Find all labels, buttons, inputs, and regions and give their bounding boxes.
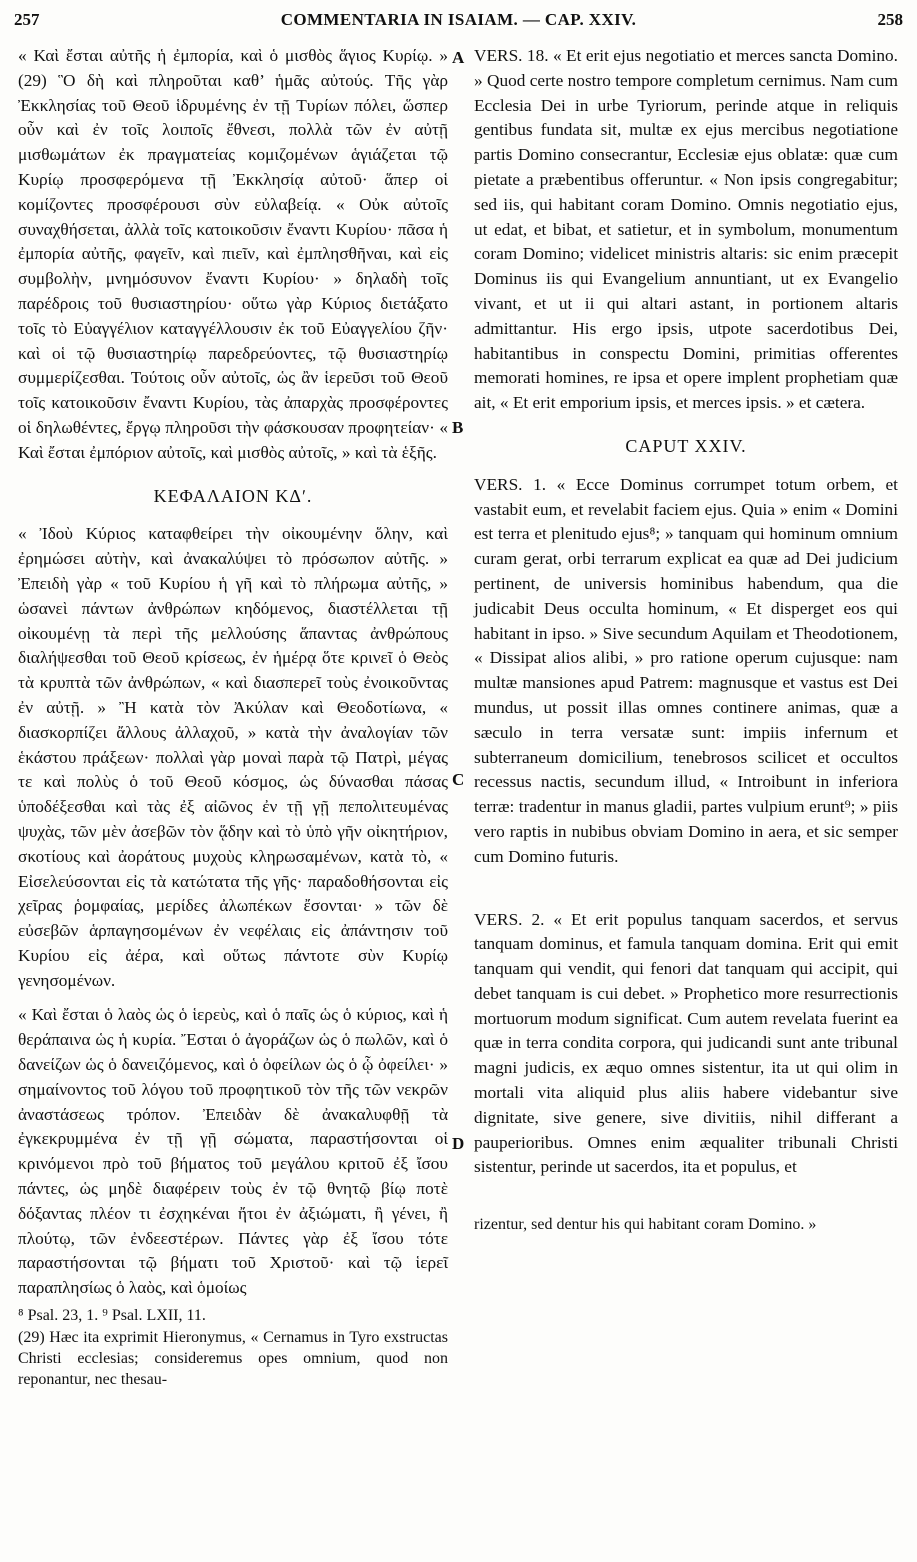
footnotes xyxy=(18,1305,448,1327)
margin-letter-d: D xyxy=(452,1134,465,1153)
running-title: COMMENTARIA IN ISAIAM. — CAP. XXIV. xyxy=(280,10,637,29)
page-number-left: 257 xyxy=(14,10,40,29)
latin-column xyxy=(474,44,898,1562)
footnote-line: ⁸ Psal. 23, 1. ⁹ Psal. LXII, 11. xyxy=(18,1307,206,1325)
latin-paragraph-3: VERS. 2. « Et erit populus tanquam sacerdos, et servus tanquam dominus, et famula tanquam domina. Erit qui emit tanquam qui vendit, qui fenori dat tanquam qui accipit, qui debet tanquam is cui debet. » Prophetico more resurrectionis mortuorum modum significat. Cum autem revelata fuerint ea quæ in terra condita corpora, qui judicandi sunt ante tribunal magni judicis, ex æquo omnes sistentur, ita ut qui olim in mortali vita aliquid plus aliis habere videbantur sive dignitate, sive genere, sive divitiis, nihil differant a pauperioribus. Omnes enim æqualiter tribunali Christi sistentur, perinde ut sacerdos, ita et populus, et xyxy=(474,909,898,1177)
greek-paragraph-1: « Καὶ ἔσται αὐτῆς ἡ ἐμπορία, καὶ ὁ μισθὸς ἅγιος Κυρίῳ. » (29) Ὃ δὴ καὶ πληροῦται καθ’ ἡμᾶς αὐτούς. Τῆς γὰρ Ἐκκλησίας τοῦ Θεοῦ ἱδρυμένης ἐν τῇ Τυρίων πόλει, ὥσπερ οὖν καὶ ἐν τοῖς λοιποῖς ἔθνεσι, πολλὰ τῶν ἐν αὐτῇ μισθωμάτων ἐκ πραγματείας κομιζομένων ἁγιάζεται τῷ Κυρίῳ προσφερόμενα τῇ Ἐκκλησίᾳ αὐτοῦ· ἅπερ οἱ κομίζοντες προσφέρουσι σὺν εὐλαβείᾳ. « Οὐκ αὐτοῖς συναχθήσεται, ἀλλὰ τοῖς κατοικοῦσιν ἔναντι Κυρίου· πᾶσα ἡ ἐμπορία αὐτῆς, φαγεῖν, καὶ πιεῖν, καὶ ἐμπλησθῆναι, καὶ εἰς συμβολὴν, μνημόσυνον ἔναντι Κυρίου· » δηλαδὴ τοῖς παρέδροις τοῦ θυσιαστηρίου· οὕτω γὰρ Κύριος διετάξατο τοῖς τὸ Εὐαγγέλιον καταγγέλλουσιν ἐκ τοῦ Εὐαγγελίου ζῆν· καὶ οἱ τῷ θυσιαστηρίῳ παρεδρεύοντες, τῷ θυσιαστηρίῳ συμμερίζεσθαι. Τούτοις οὖν αὐτοῖς, ὡς ἂν ἱερεῦσι τοῦ Θεοῦ τοῖς κατοικοῦσιν ἔναντι Κυρίου, τὰς ἀπαρχὰς προσφέροντες οἱ δηλωθέντες, ἔργῳ πληροῦσι τὴν φάσκουσαν προφητείαν· « Καὶ ἔσται ἐμπόριον αὐτοῖς, καὶ μισθὸς αὐτοῖς, » καὶ τὰ ἑξῆς. xyxy=(18,46,448,462)
greek-column xyxy=(18,44,448,1562)
editor-note-continued: rizentur, sed dentur his qui habitant coram Domino. » xyxy=(474,1216,817,1234)
margin-letter-a: A xyxy=(452,48,465,67)
greek-paragraph-3: « Καὶ ἔσται ὁ λαὸς ὡς ὁ ἱερεὺς, καὶ ὁ παῖς ὡς ὁ κύριος, καὶ ἡ θεράπαινα ὡς ἡ κυρία. Ἔσται ὁ ἀγοράζων ὡς ὁ πωλῶν, καὶ ὁ δανείζων ὡς ὁ δανειζόμενος, καὶ ὁ ὀφείλων ὡς ὁ ᾧ ὀφείλει· » σημαίνοντος τοῦ λόγου τοῦ προφητικοῦ τὸν τῆς τῶν νεκρῶν ἀναστάσεως τρόπον. Ἐπειδὰν δὲ ἀνακαλυφθῇ τὰ ἐγκεκρυμμένα ἐν τῇ γῇ σώματα, παραστήσονται οἱ κρινόμενοι πρὸ τοῦ βήματος τοῦ μεγάλου κριτοῦ ἐξ ἴσου πάντες, ὡς μηδὲ διαφέρειν τοὺς ἐν τῷ θνητῷ βίῳ ποτὲ δόξαντας πλέον τι ἐσχηκέναι ἤτοι ἐν ἀξιώματι, ἢ γένει, ἢ πλούτῳ, τῶν ἐνδεεστέρων. Πάντες γὰρ ἐξ ἴσου τότε παραστήσονται τῷ βήματι τοῦ Χριστοῦ· καὶ τῷ ἱερεῖ παραπλησίως ὁ λαὸς, καὶ ὁμοίως xyxy=(18,1005,448,1298)
latin-paragraph-2: VERS. 1. « Ecce Dominus corrumpet totum orbem, et vastabit eum, et revelabit faciem ejus. Quia » enim « Domini est terra et plenitudo ejus⁸; » tanquam qui hominum omnium curam gerat, orbi terrarum explicat ea quæ ad Dei judicium pertinent, de universis hominibus habendum, qua die judicabit Deus occulta hominum, « Et disperget eos qui habitant in ipso. » Sive secundum Aquilam et Theodotionem, « Dissipat alios alibi, » pro ratione operum cujusque: nam multæ mansiones apud Patrem: magnusque et vastus est Dei mundus, ut possit illas omnes continere animas, quæ a sæculo in terra versatæ sunt: impiis infernum et subterraneum domicilium, tenebrosos scilicet et occultos recessus nactis, secundum illud, « Introibunt in inferiora terræ: tradentur in manus gladii, partes vulpium erunt⁹; » piis vero raptis in nubibus obviam Domino in aera, et sic semper cum Domino futuris. xyxy=(474,474,898,866)
page-header xyxy=(0,4,917,34)
greek-chapter-title: ΚΕΦΑΛΑΙΟΝ ΚΔʹ. xyxy=(153,485,313,506)
editor-note: (29) Hæc ita exprimit Hieronymus, « Cernamus in Tyro exstructas Christi ecclesias; consideremus opes omnium, quod non reponantur, nec thesau- xyxy=(18,1329,448,1389)
page-number-right: 258 xyxy=(877,10,903,29)
greek-paragraph-2: « Ἰδοὺ Κύριος καταφθείρει τὴν οἰκουμένην ὅλην, καὶ ἐρημώσει αὐτὴν, καὶ ἀνακαλύψει τὸ πρόσωπον αὐτῆς. » Ἐπειδὴ γὰρ « τοῦ Κυρίου ἡ γῆ καὶ τὸ πλήρωμα αὐτῆς, » ὡσανεὶ πάντων ἀνθρώπων κηδόμενος, διαστέλλεται τῇ οἰκουμένῃ τὰ περὶ τῆς μελλούσης ἅπαντας ἀνθρώπους διαλήψεσθαι τοῦ Θεοῦ κρίσεως, ἐν ἡμέρᾳ ὅτε κρινεῖ ὁ Θεὸς τὰ κρυπτὰ τῶν ἀνθρώπων, « καὶ διασπερεῖ τοὺς ἐνοικοῦντας ἐν αὐτῇ. » Ἢ κατὰ τὸν Ἀκύλαν καὶ Θεοδοτίωνα, « διασκορπίζει ἄλλους ἀλλαχοῦ, » κατὰ τὴν ἀναλογίαν τῶν ἑκάστου πράξεων· πολλαὶ γὰρ μοναὶ παρὰ τῷ Πατρὶ, μέγας τε καὶ πολὺς ὁ τοῦ Θεοῦ κόσμος, ὡς δύνασθαι πάσας ὑποδέξεσθαι καὶ τὰς ἐξ αἰῶνος ἐν τῇ γῇ πεπολιτευμένας ψυχὰς, τῶν μὲν ἀσεβῶν τὸν ᾅδην καὶ τὸ ὑπὸ γῆν οἰκητήριον, σκοτίους καὶ ἀοράτους μυχοὺς κληρωσαμένων, κατὰ τὸ, « Εἰσελεύσονται εἰς τὰ κατώτατα τῆς γῆς· παραδοθήσονται εἰς χεῖρας ῥομφαίας, μερίδες ἀλωπέκων ἔσονται· » τῶν δὲ εὐσεβῶν ἁρπαγησομένων ἐν νεφέλαις εἰς ἀπάντησιν τοῦ Κυρίου εἰς ἀέρα, καὶ οὕτως πάντοτε σὺν Κυρίῳ γενησομένων. xyxy=(18,524,448,990)
latin-chapter-title: CAPUT XXIV. xyxy=(625,435,747,456)
latin-paragraph-1: VERS. 18. « Et erit ejus negotiatio et merces sancta Domino. » Quod certe nostro tempore completum cernimus. Nam cum Ecclesia Dei in urbe Tyriorum, perinde atque in reliquis gentibus fundata sit, multæ ex ejus mercibus negotiatione partis Domino consecrantur, Ecclesiæ ejus oblatæ: quæ cum pietate a præbentibus offeruntur. « Non ipsis congregabitur; sed iis, qui habitant coram Domino. Omnis negotiatio ejus, ut edat, et bibat, et satietur, et in symbolum, monumentum coram Domino; videlicet ministris altaris: sic enim præcepit Dominus iis qui Evangelium annuntiant, ut ex Evangelio vivant, et ut ii qui altari astant, in portionem altaris admittantur. His ergo ipsis, utpote sacerdotibus Dei, habitantibus in conspectu Domini, primitias offerentes memorati homines, re ipsa et opere implent prophetiam quæ ait, « Et erit emporium ipsis, et merces ipsis. » et cætera. xyxy=(474,46,898,413)
margin-letter-b: B xyxy=(452,418,464,437)
margin-letter-c: C xyxy=(452,770,465,789)
